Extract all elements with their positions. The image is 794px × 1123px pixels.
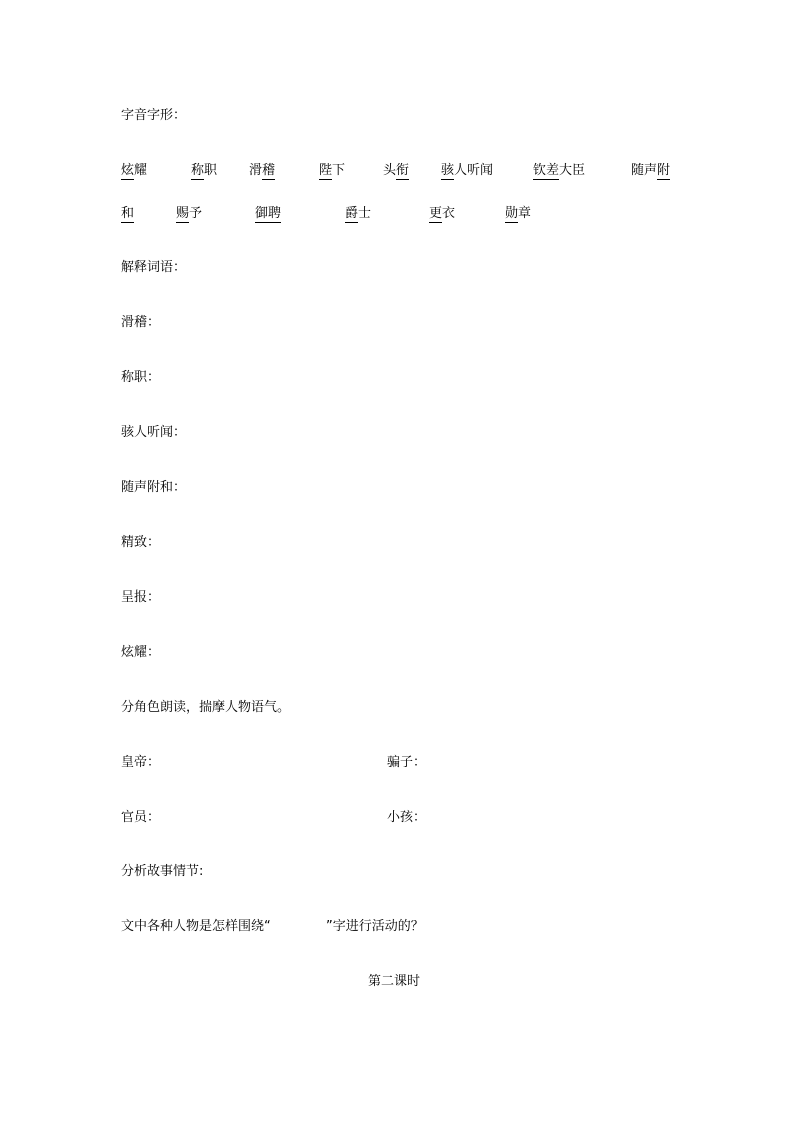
word-char: 耀: [134, 163, 148, 178]
word-char: 下: [332, 163, 346, 178]
definition-item: 精致：: [121, 535, 161, 550]
underlined-char: 炫: [121, 163, 135, 178]
word-char: 随声: [631, 163, 658, 178]
question-part-b: ”字进行活动的？: [326, 919, 424, 934]
heading-role-reading: 分角色朗读，揣摩人物语气。: [121, 700, 291, 715]
underlined-char: 勋: [505, 206, 519, 221]
underlined-char: 和: [121, 206, 135, 221]
word-char: 人听闻: [454, 163, 494, 178]
underlined-char: 御聘: [255, 206, 282, 221]
pinyin-word: [191, 163, 217, 179]
pinyin-word: [255, 206, 281, 222]
word-char: 衣: [442, 206, 456, 221]
word-char: 章: [518, 206, 532, 221]
role-child-label: 小孩：: [387, 810, 427, 825]
pinyin-word: [249, 163, 275, 179]
definition-item: 炫耀：: [121, 645, 161, 660]
underlined-char: 骇: [441, 163, 455, 178]
pinyin-word: [345, 206, 371, 222]
definition-item: 呈报：: [121, 590, 161, 605]
pinyin-word: [319, 163, 345, 179]
heading-zi-yin-zi-xing: 字音字形：: [121, 108, 187, 123]
pinyin-word: [441, 163, 493, 179]
word-char: 滑: [249, 163, 263, 178]
heading-jie-shi-ci-yu: 解释词语：: [121, 260, 187, 275]
definition-item: 称职：: [121, 370, 161, 385]
word-char: 大臣: [559, 163, 586, 178]
pinyin-word: [383, 163, 409, 179]
role-official-label: 官员：: [121, 810, 161, 825]
underlined-char: 钦差: [533, 163, 560, 178]
word-char: 职: [204, 163, 218, 178]
lesson-title: 第二课时: [368, 974, 421, 989]
pinyin-word: [505, 206, 531, 222]
heading-plot-analysis: 分析故事情节:: [121, 864, 204, 879]
underlined-char: 附: [657, 163, 671, 178]
underlined-char: 稽: [262, 163, 276, 178]
word-char: 予: [189, 206, 203, 221]
underlined-char: 爵: [345, 206, 359, 221]
role-swindler-label: 骗子：: [387, 755, 427, 770]
underlined-char: 陛: [319, 163, 333, 178]
pinyin-word: [631, 163, 670, 179]
word-char: 头: [383, 163, 397, 178]
role-emperor-label: 皇帝：: [121, 755, 161, 770]
pinyin-word: [121, 206, 134, 222]
word-char: 士: [358, 206, 372, 221]
question-part-a: 文中各种人物是怎样围绕“: [121, 919, 271, 934]
pinyin-word: [533, 163, 585, 179]
underlined-char: 衔: [396, 163, 410, 178]
underlined-char: 更: [429, 206, 443, 221]
pinyin-word: [429, 206, 455, 222]
definition-item: 随声附和：: [121, 480, 187, 495]
pinyin-word: [176, 206, 202, 222]
definition-item: 骇人听闻：: [121, 425, 187, 440]
pinyin-word: [121, 163, 147, 179]
underlined-char: 称: [191, 163, 205, 178]
definition-item: 滑稽：: [121, 315, 161, 330]
underlined-char: 赐: [176, 206, 190, 221]
